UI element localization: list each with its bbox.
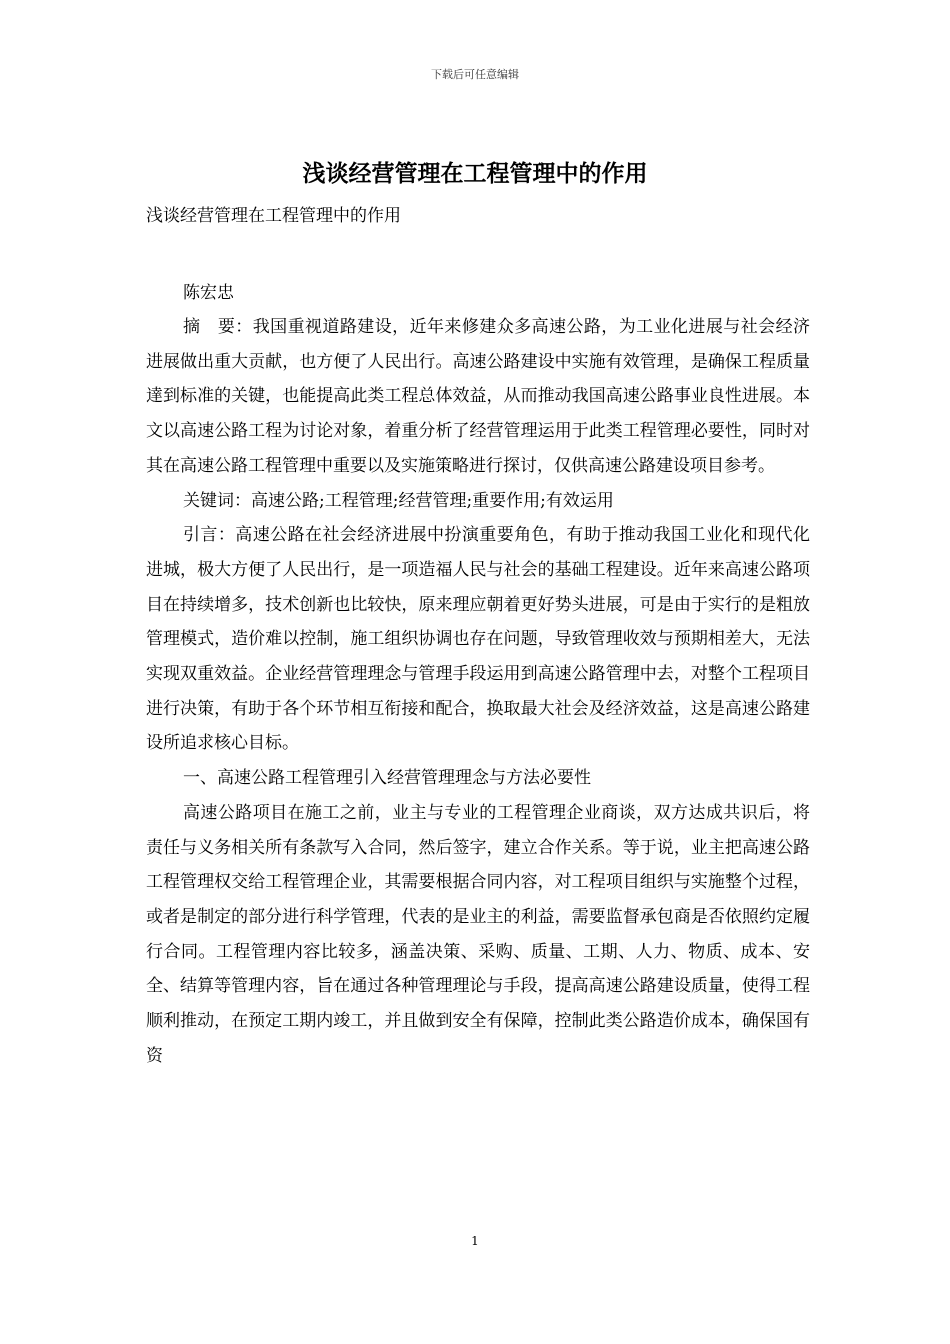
section-heading: 一、高速公路工程管理引入经营管理理念与方法必要性: [183, 768, 591, 789]
introduction-paragraph: 引言：高速公路在社会经济进展中扮演重要角色，有助于推动我国工业化和现代化进城，极大方便了人民出行，是一项造福人民与社会的基础工程建设。近年来高速公路项目在持续增多，技术创新也比较快，原来理应朝着更好势头进展，可是由于实行的是粗放管理模式，造价难以控制，施工组织协调也存在问题，导致管理收效与预期相差大，无法实现双重效益。企业经营管理理念与管理手段运用到高速公路管理中去，对整个工程项目进行决策，有助于各个环节相互衔接和配合，换取最大社会及经济效益，这是高速公路建设所追求核心目标。: [146, 525, 810, 754]
header-note: 下载后可任意编辑: [431, 68, 519, 81]
document-subtitle: 浅谈经营管理在工程管理中的作用: [146, 206, 401, 226]
body-paragraph: 高速公路项目在施工之前，业主与专业的工程管理企业商谈，双方达成共识后，将责任与义务相关所有条款写入合同，然后签字，建立合作关系。等于说，业主把高速公路工程管理权交给工程管理企业，其需要根据合同内容，对工程项目组织与实施整个过程，或者是制定的部分进行科学管理，代表的是业主的利益，需要监督承包商是否依照约定履行合同。工程管理内容比较多，涵盖决策、采购、质量、工期、人力、物质、成本、安全、结算等管理内容，旨在通过各种管理理论与手段，提高高速公路建设质量，使得工程顺利推动，在预定工期内竣工，并且做到安全有保障，控制此类公路造价成本，确保国有资: [146, 802, 810, 1066]
author-name: 陈宏忠: [183, 283, 234, 303]
abstract-paragraph: 摘 要：我国重视道路建设，近年来修建众多高速公路，为工业化进展与社会经济进展做出重大贡献，也方便了人民出行。高速公路建设中实施有效管理，是确保工程质量達到标准的关键，也能提高此类工程总体效益，从而推动我国高速公路事业良性进展。本文以高速公路工程为讨论对象，着重分析了经营管理运用于此类工程管理必要性，同时对其在高速公路工程管理中重要以及实施策略进行探讨，仅供高速公路建设项目参考。: [146, 317, 810, 476]
document-title: 浅谈经营管理在工程管理中的作用: [302, 160, 648, 187]
keywords-paragraph: 关键词：高速公路;工程管理;经营管理;重要作用;有效运用: [183, 490, 614, 511]
document-body: [146, 310, 810, 1073]
page-number: 1: [471, 1234, 479, 1248]
